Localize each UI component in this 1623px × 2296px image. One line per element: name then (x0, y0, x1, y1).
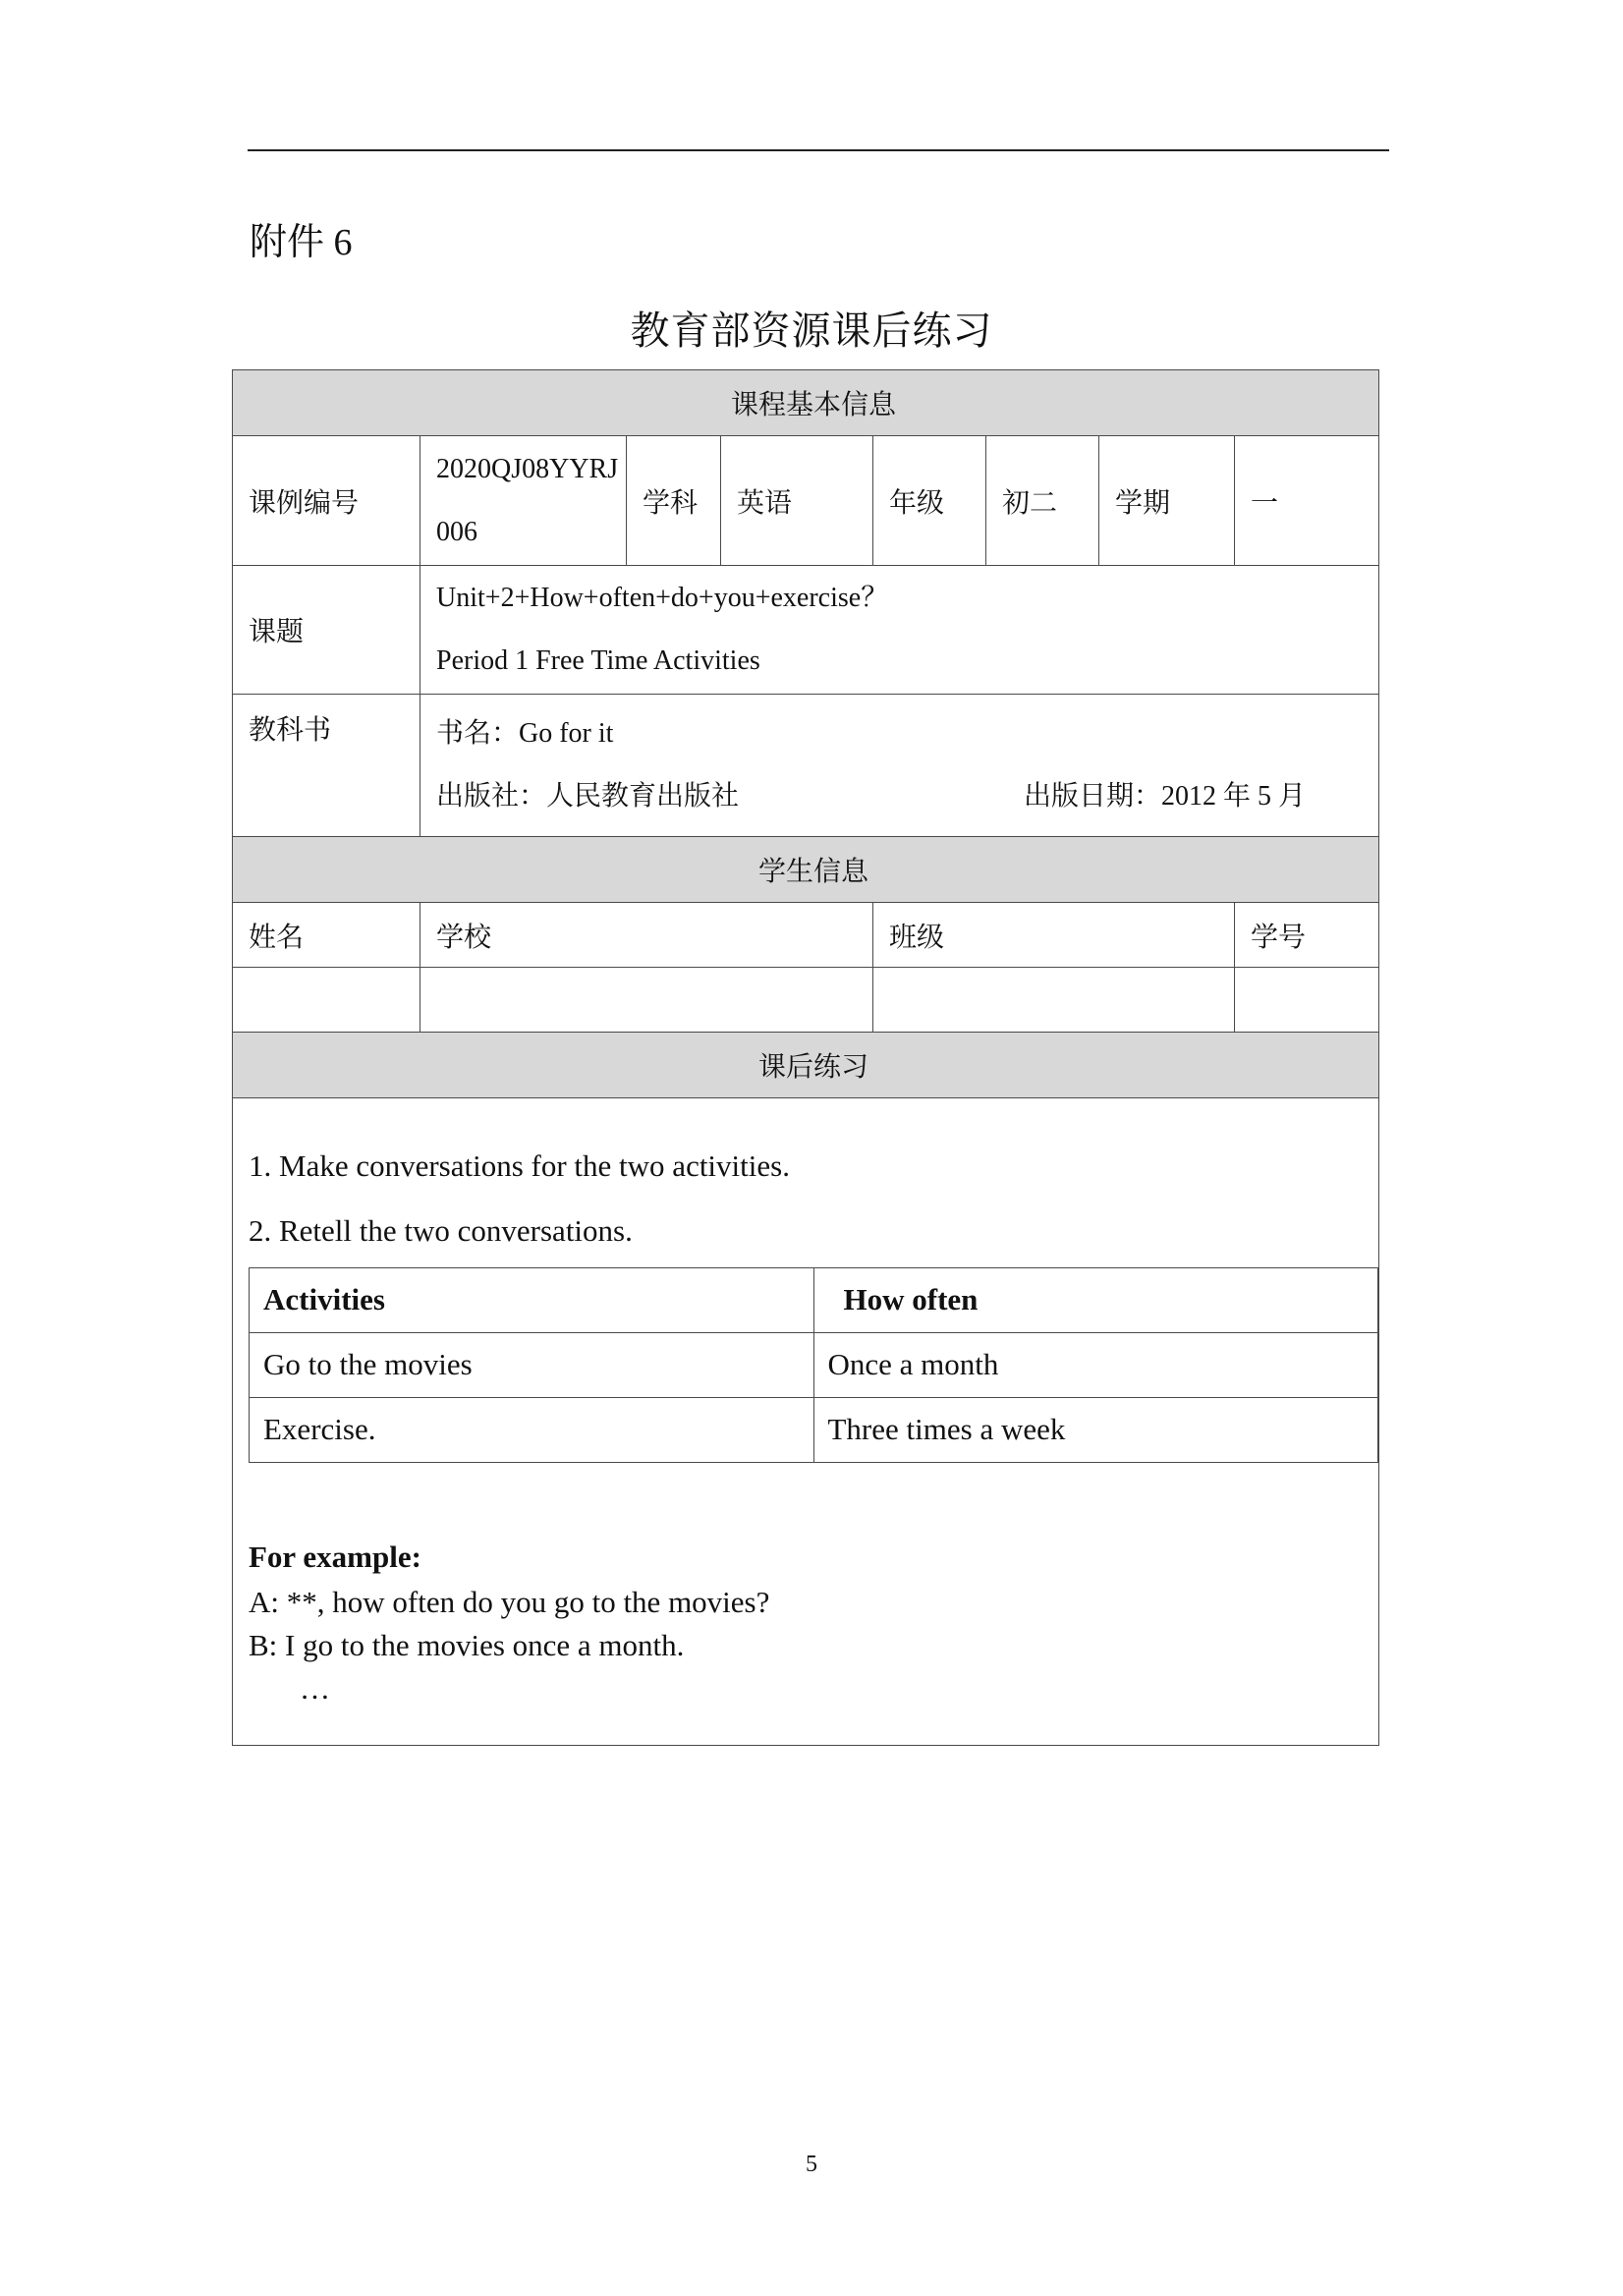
subject-label: 学科 (627, 436, 721, 566)
how-often-header: How often (813, 1267, 1378, 1332)
topic-line-1: Unit+2+How+often+do+you+exercise？ (436, 583, 889, 613)
term-value: 一 (1235, 436, 1379, 566)
course-id-label: 课例编号 (233, 436, 420, 566)
course-id-line-1: 2020QJ08YYRJ (436, 453, 619, 484)
student-class-field[interactable] (873, 968, 1235, 1033)
student-class-label: 班级 (873, 903, 1235, 968)
course-id-line-2: 006 (436, 516, 477, 547)
topic-row (233, 566, 1379, 695)
grade-value: 初二 (986, 436, 1099, 566)
table-row (250, 1332, 1378, 1397)
student-input-row (233, 968, 1379, 1033)
textbook-value (420, 695, 1379, 837)
section-course-info: 课程基本信息 (233, 370, 1379, 436)
activities-header: Activities (250, 1267, 814, 1332)
frequency-cell: Three times a week (813, 1397, 1378, 1462)
page-number: 5 (806, 2152, 817, 2177)
grade-label: 年级 (873, 436, 986, 566)
lesson-form-table (232, 369, 1379, 1746)
textbook-row (233, 695, 1379, 837)
student-name-field[interactable] (233, 968, 420, 1033)
activity-cell: Go to the movies (250, 1332, 814, 1397)
header-rule (248, 149, 1389, 151)
student-header-row (233, 903, 1379, 968)
example-title: For example: (249, 1539, 421, 1574)
attachment-label: 附件 6 (250, 222, 353, 263)
document-title: 教育部资源课后练习 (630, 308, 993, 353)
topic-value (420, 566, 1379, 695)
activity-cell: Exercise. (250, 1397, 814, 1462)
exercise-body (233, 1098, 1379, 1746)
frequency-cell: Once a month (813, 1332, 1378, 1397)
student-name-label: 姓名 (233, 903, 420, 968)
activities-header-row (250, 1267, 1378, 1332)
course-id-value (420, 436, 627, 566)
student-number-label: 学号 (1235, 903, 1379, 968)
textbook-label: 教科书 (233, 695, 420, 837)
topic-line-2: Period 1 Free Time Activities (436, 645, 760, 676)
publisher-row (436, 765, 1378, 828)
student-school-label: 学校 (420, 903, 873, 968)
example-line-a: A: **, how often do you go to the movies? (249, 1584, 770, 1619)
question-2: 2. Retell the two conversations. (249, 1212, 633, 1248)
section-student-info: 学生信息 (233, 837, 1379, 903)
student-number-field[interactable] (1235, 968, 1379, 1033)
term-label: 学期 (1099, 436, 1235, 566)
topic-label: 课题 (233, 566, 420, 695)
question-1: 1. Make conversations for the two activities. (249, 1148, 790, 1183)
student-school-field[interactable] (420, 968, 873, 1033)
course-info-row (233, 436, 1379, 566)
subject-value: 英语 (721, 436, 873, 566)
publish-date: 出版日期：2012 年 5 月 (1024, 781, 1307, 812)
publisher: 出版社：人民教育出版社 (436, 781, 740, 812)
example-ellipsis: … (300, 1670, 330, 1706)
book-name: 书名：Go for it (436, 718, 614, 749)
activities-table (249, 1267, 1378, 1463)
table-row (250, 1397, 1378, 1462)
section-exercise: 课后练习 (233, 1033, 1379, 1098)
example-line-b: B: I go to the movies once a month. (249, 1627, 685, 1662)
